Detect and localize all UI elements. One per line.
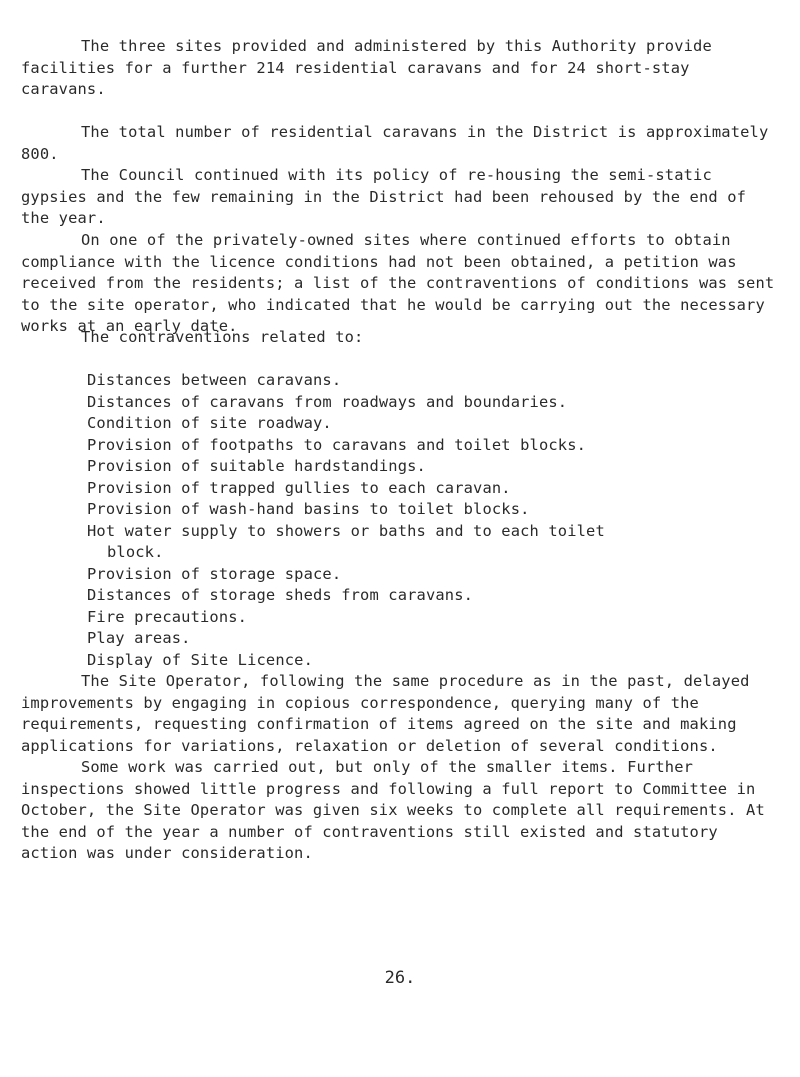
paragraph-sites-provided: The three sites provided and administered by this Authority provide facilities for a further 214 residential caravans and for 24 short-stay caravans. (21, 37, 722, 98)
list-item: Provision of storage space. (87, 564, 342, 583)
paragraph-private-site-petition: On one of the privately-owned sites where continued efforts to obtain compliance with the licence conditions had not been obtained, a petition was received from the residents; a list of the contraventions of conditions was sent to the site operator, who indicated that he would be carrying out the necessary works at an early date. (21, 231, 784, 335)
paragraph-work-progress: Some work was carried out, but only of the smaller items. Further inspections showed little progress and following a full report to Committee in October, the Site Operator was given six weeks to complete all requirements. At the end of the year a number of contraventions still existed and statutory action was under consideration. (21, 758, 775, 862)
list-item: Provision of trapped gullies to each caravan. (87, 478, 511, 497)
list-item: Distances of caravans from roadways and boundaries. (87, 392, 568, 411)
paragraph-rehousing-policy: The Council continued with its policy of re-housing the semi-static gypsies and the few remaining in the District had been rehoused by the end of the year. (21, 166, 756, 227)
paragraph-contraventions-intro: The contraventions related to: (81, 328, 364, 346)
list-item: Provision of suitable hardstandings. (87, 457, 426, 475)
list-item: Provision of footpaths to caravans and toilet blocks. (87, 435, 587, 454)
page-number: 26. (384, 968, 416, 988)
list-item: Display of Site Licence. (87, 650, 313, 669)
list-item: Condition of site roadway. (87, 414, 332, 432)
list-item: Fire precautions. (87, 607, 248, 626)
paragraph-site-operator-delays: The Site Operator, following the same procedure as in the past, delayed improvements by engaging in copious correspondence, querying many of the requirements, requesting confirmation of items agreed on the site and making applications for variations, relaxation or deletion of several conditions. (21, 672, 759, 755)
contraventions-list (87, 370, 777, 671)
list-item: Hot water supply to showers or baths and to each toilet block. (87, 521, 615, 561)
list-item: Distances of storage sheds from caravans. (87, 586, 474, 604)
list-item: Distances between caravans. (87, 371, 342, 389)
list-item: Provision of wash-hand basins to toilet blocks. (87, 500, 530, 518)
paragraph-total-caravans: The total number of residential caravans in the District is approximately 800. (21, 123, 778, 163)
list-item: Play areas. (87, 629, 191, 647)
